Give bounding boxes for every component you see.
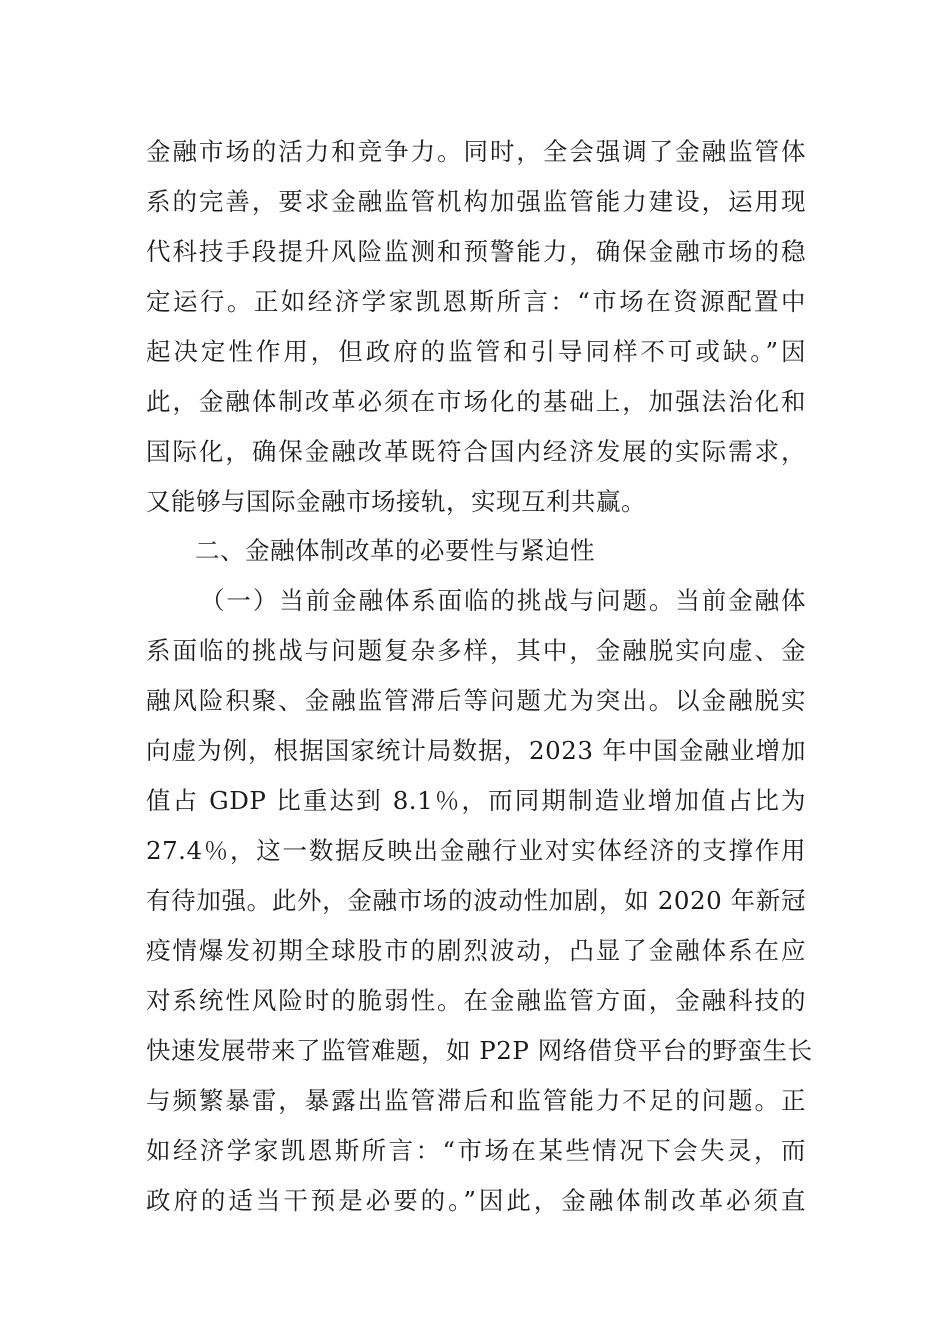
paragraph-line: 值占 GDP 比重达到 8.1％，而同期制造业增加值占比为 xyxy=(146,786,806,815)
section-heading: 二、金融体制改革的必要性与紧迫性 xyxy=(195,536,595,565)
paragraph-line: 有待加强。此外，金融市场的波动性加剧，如 2020 年新冠 xyxy=(146,886,806,915)
paragraph-line: 27.4％，这一数据反映出金融行业对实体经济的支撑作用 xyxy=(146,836,806,865)
paragraph-line: 系的完善，要求金融监管机构加强监管能力建设，运用现 xyxy=(146,187,806,216)
paragraph-line: 政府的适当干预是必要的。”因此，金融体制改革必须直 xyxy=(146,1186,806,1215)
paragraph-line: 快速发展带来了监管难题，如 P2P 网络借贷平台的野蛮生长 xyxy=(146,1036,813,1065)
paragraph-line: 系面临的挑战与问题复杂多样，其中，金融脱实向虚、金 xyxy=(146,636,806,665)
paragraph-line: 融风险积聚、金融监管滞后等问题尤为突出。以金融脱实 xyxy=(146,686,806,715)
paragraph-line: 与频繁暴雷，暴露出监管滞后和监管能力不足的问题。正 xyxy=(146,1086,806,1115)
subsection-first-line: （一）当前金融体系面临的挑战与问题。当前金融体 xyxy=(200,586,806,615)
paragraph-line: 向虚为例，根据国家统计局数据，2023 年中国金融业增加 xyxy=(146,736,806,765)
paragraph-line: 此，金融体制改革必须在市场化的基础上，加强法治化和 xyxy=(146,387,806,416)
paragraph-line: 又能够与国际金融市场接轨，实现互利共赢。 xyxy=(146,487,646,516)
paragraph-line: 定运行。正如经济学家凯恩斯所言：“市场在资源配置中 xyxy=(146,287,806,316)
paragraph-line: 起决定性作用，但政府的监管和引导同样不可或缺。”因 xyxy=(146,337,806,366)
paragraph-line: 疫情爆发初期全球股市的剧烈波动，凸显了金融体系在应 xyxy=(146,936,806,965)
paragraph-line: 对系统性风险时的脆弱性。在金融监管方面，金融科技的 xyxy=(146,986,806,1015)
paragraph-line: 金融市场的活力和竞争力。同时，全会强调了金融监管体 xyxy=(146,137,806,166)
paragraph-line: 如经济学家凯恩斯所言：“市场在某些情况下会失灵，而 xyxy=(146,1136,806,1165)
paragraph-line: 代科技手段提升风险监测和预警能力，确保金融市场的稳 xyxy=(146,237,806,266)
paragraph-line: 国际化，确保金融改革既符合国内经济发展的实际需求， xyxy=(146,437,806,466)
